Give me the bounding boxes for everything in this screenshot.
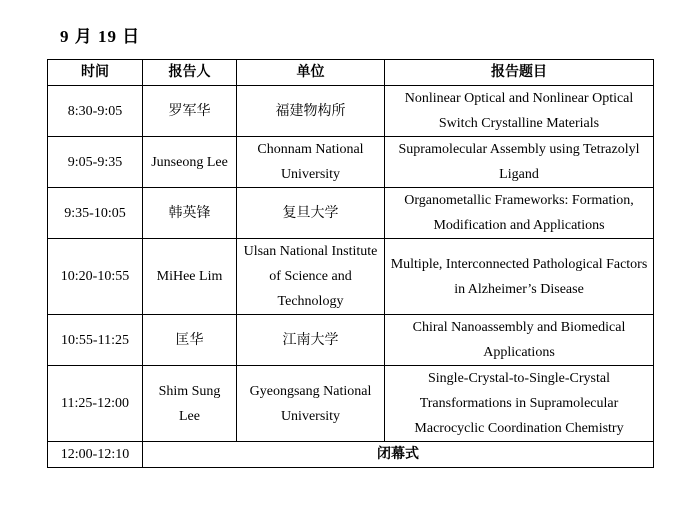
- affiliation-cell: 复旦大学: [237, 188, 385, 239]
- table-row: [48, 239, 654, 315]
- talk-title-cell: Chiral Nanoassembly and Biomedical Applications: [385, 315, 654, 366]
- closing-event-cell: 闭幕式: [143, 442, 654, 468]
- closing-time-cell: 12:00-12:10: [48, 442, 143, 468]
- speaker-cell: MiHee Lim: [143, 239, 237, 315]
- time-cell: 10:55-11:25: [48, 315, 143, 366]
- affiliation-cell: Gyeongsang National University: [237, 366, 385, 442]
- speaker-cell: 匡华: [143, 315, 237, 366]
- table-row: [48, 366, 654, 442]
- date-heading: 9 月 19 日: [60, 27, 141, 46]
- schedule-body: [48, 86, 654, 468]
- header-affiliation: 单位: [237, 60, 385, 86]
- table-row: [48, 188, 654, 239]
- header-speaker: 报告人: [143, 60, 237, 86]
- time-cell: 9:35-10:05: [48, 188, 143, 239]
- affiliation-cell: Ulsan National Institute of Science and Technology: [237, 239, 385, 315]
- talk-title-cell: Supramolecular Assembly using Tetrazolyl Ligand: [385, 137, 654, 188]
- table-row: [48, 86, 654, 137]
- closing-row: [48, 442, 654, 468]
- talk-title-cell: Organometallic Frameworks: Formation, Modification and Applications: [385, 188, 654, 239]
- table-row: [48, 315, 654, 366]
- talk-title-cell: Single-Crystal-to-Single-Crystal Transformations in Supramolecular Macrocyclic Coordination Chemistry: [385, 366, 654, 442]
- header-time: 时间: [48, 60, 143, 86]
- header-talk-title: 报告题目: [385, 60, 654, 86]
- time-cell: 10:20-10:55: [48, 239, 143, 315]
- talk-title-cell: Multiple, Interconnected Pathological Factors in Alzheimer’s Disease: [385, 239, 654, 315]
- affiliation-cell: 江南大学: [237, 315, 385, 366]
- schedule-table: [47, 59, 654, 468]
- affiliation-cell: 福建物构所: [237, 86, 385, 137]
- time-cell: 11:25-12:00: [48, 366, 143, 442]
- talk-title-cell: Nonlinear Optical and Nonlinear Optical Switch Crystalline Materials: [385, 86, 654, 137]
- time-cell: 9:05-9:35: [48, 137, 143, 188]
- header-row: [48, 60, 654, 86]
- time-cell: 8:30-9:05: [48, 86, 143, 137]
- speaker-cell: Junseong Lee: [143, 137, 237, 188]
- speaker-cell: 韩英锋: [143, 188, 237, 239]
- schedule-header: [48, 60, 654, 86]
- speaker-cell: Shim Sung Lee: [143, 366, 237, 442]
- table-row: [48, 137, 654, 188]
- affiliation-cell: Chonnam National University: [237, 137, 385, 188]
- speaker-cell: 罗军华: [143, 86, 237, 137]
